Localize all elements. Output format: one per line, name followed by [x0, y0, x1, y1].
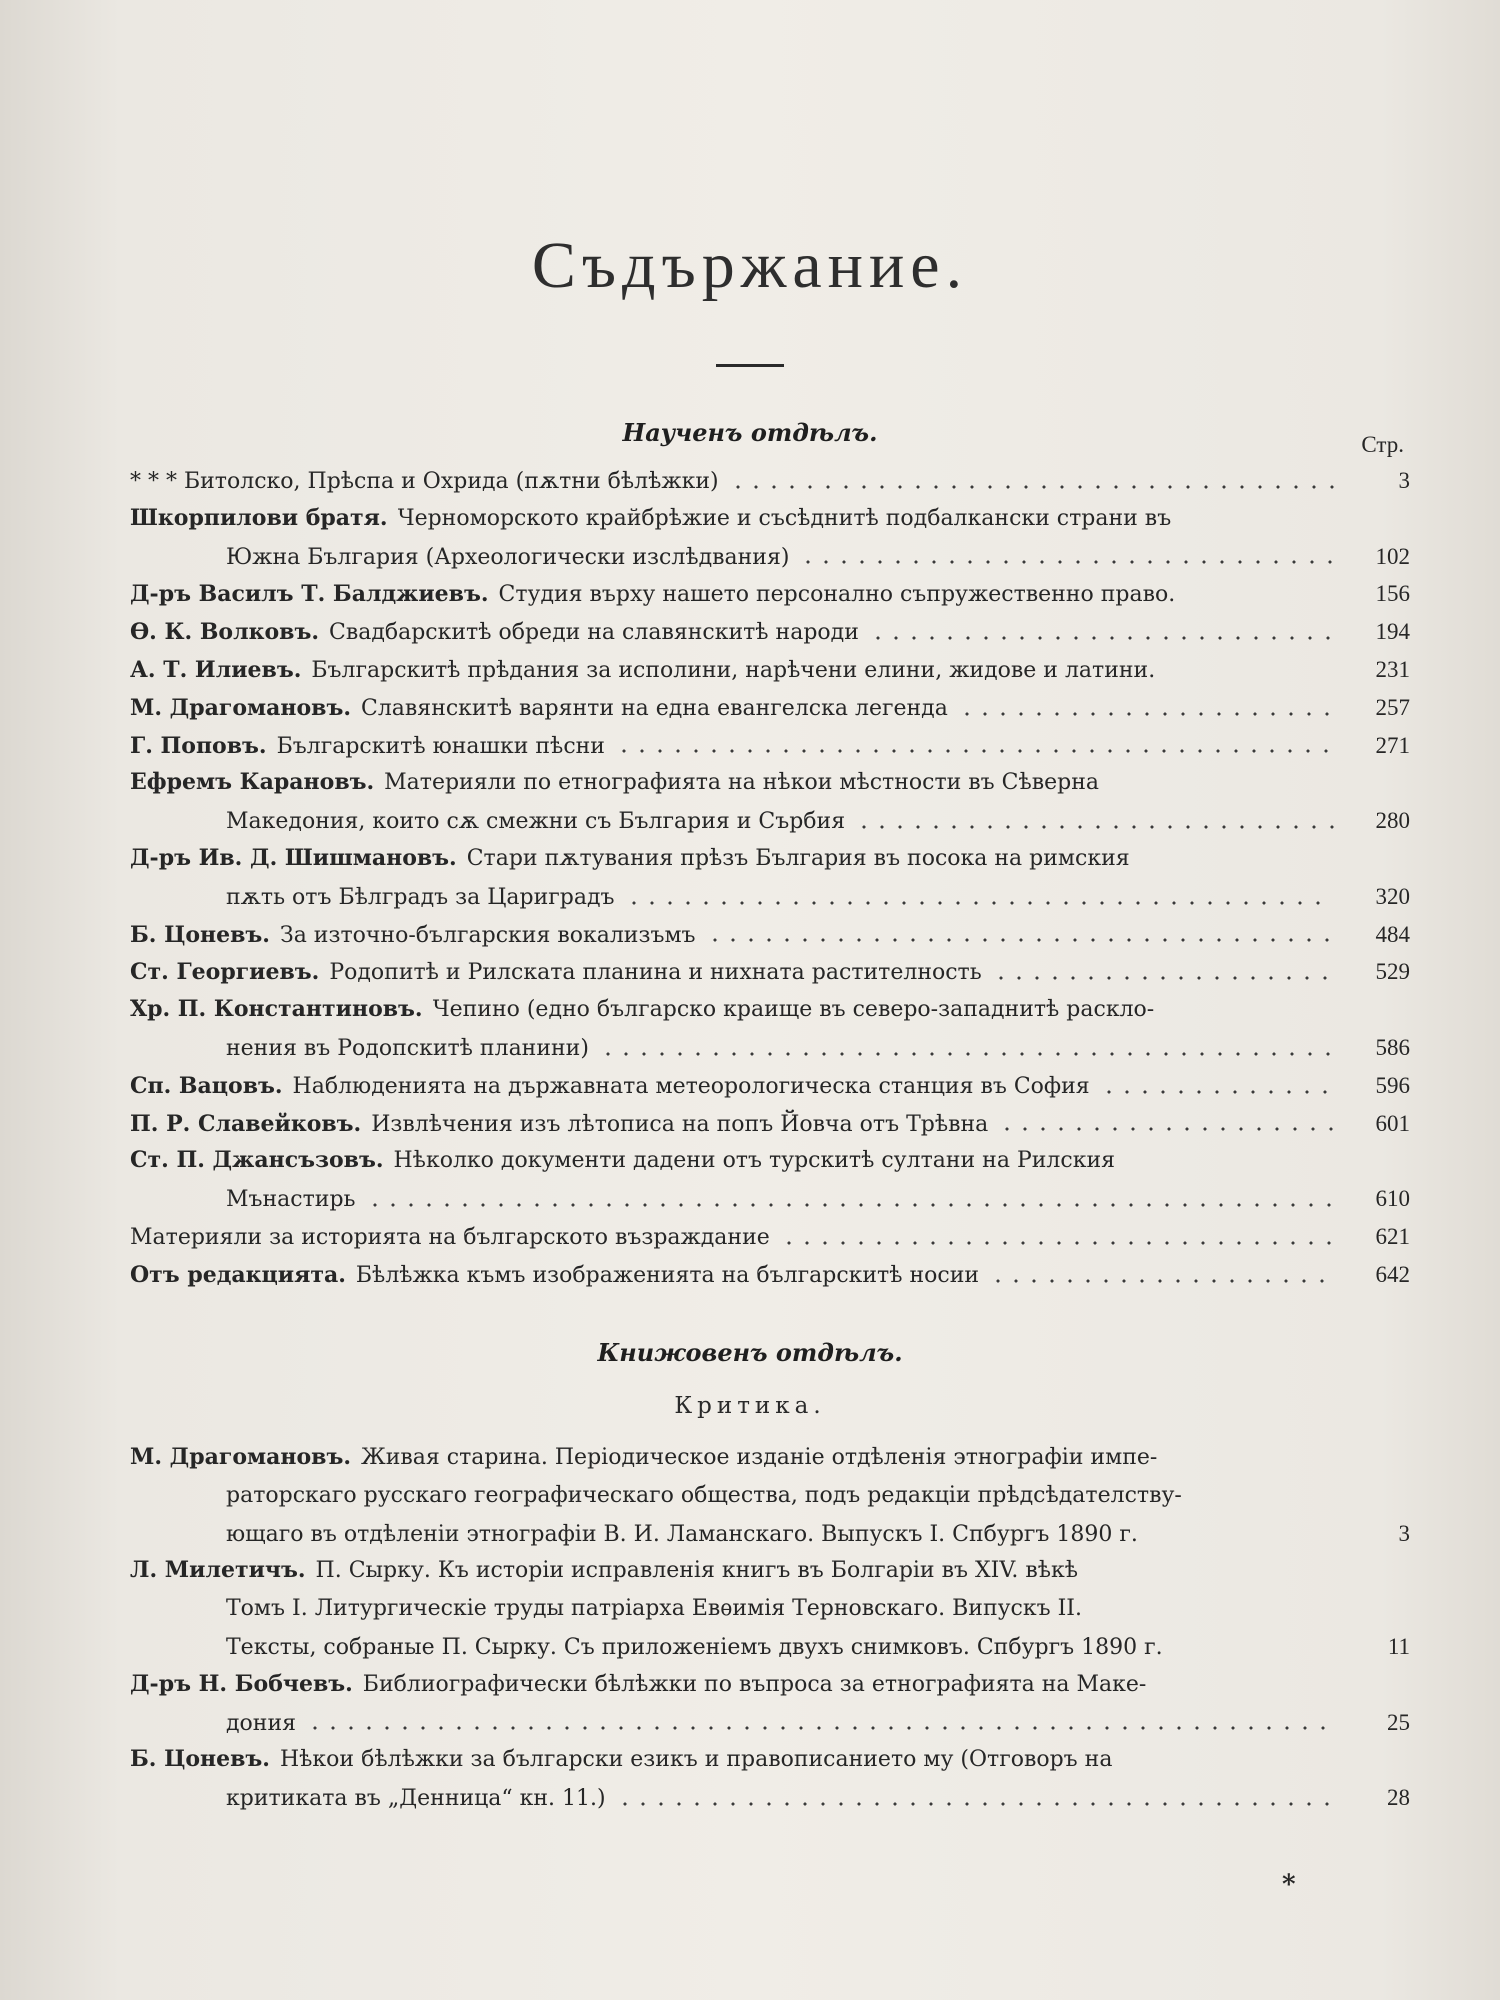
toc-entry-text: Българскитѣ прѣдания за исполини, нарѣчени елини, жидове и латини.	[311, 657, 1156, 683]
literary-section-heading: Книжовенъ отдѣлъ.	[597, 1338, 903, 1367]
literary-toc	[130, 1439, 1410, 1817]
toc-entry-text: Нѣколко документи дадени отъ турскитѣ султани на Рилския	[393, 1148, 1116, 1174]
toc-line	[130, 840, 1410, 878]
toc-line	[130, 1029, 1410, 1067]
toc-author: Ст. Георгиевъ.	[130, 959, 320, 986]
toc-line	[130, 991, 1410, 1029]
toc-line	[130, 538, 1410, 576]
toc-page-number: 231	[1375, 656, 1410, 682]
toc-author: М. Драгомановъ.	[130, 694, 351, 721]
toc-line	[130, 916, 1410, 954]
toc-author: Ефремъ Карановъ.	[130, 769, 375, 796]
toc-entry-text: Томъ I. Литургическіе труды патріарха Евѳимія Терновскаго. Випускъ II.	[226, 1596, 1082, 1622]
dot-leader	[706, 936, 1334, 944]
page-column-header: Стр.	[1361, 432, 1404, 457]
toc-page-number: 3	[1398, 468, 1410, 493]
toc-author: Б. Цоневъ.	[130, 1746, 270, 1773]
dot-leader	[1100, 1088, 1334, 1096]
toc-line	[130, 462, 1410, 500]
toc-line	[130, 1628, 1410, 1666]
dot-leader	[366, 1201, 1334, 1209]
toc-page-number: 3	[1398, 1520, 1410, 1546]
toc-line	[130, 1515, 1410, 1553]
toc-line	[130, 1666, 1410, 1704]
toc-line	[130, 1779, 1410, 1817]
toc-line	[130, 1439, 1410, 1477]
toc-page-number: 484	[1375, 921, 1410, 947]
toc-page-number: 280	[1375, 808, 1410, 834]
dot-leader	[625, 899, 1334, 907]
toc-line	[130, 1477, 1410, 1515]
toc-line	[130, 1704, 1410, 1742]
toc-line	[130, 500, 1410, 538]
toc-line	[130, 1590, 1410, 1628]
dot-leader	[998, 1125, 1334, 1133]
toc-entry-text: ющаго въ отдѣленіи этнографіи В. И. Ламанскаго. Выпускъ I. Спбургъ 1890 г.	[226, 1521, 1138, 1547]
toc-line	[130, 613, 1410, 651]
dot-leader	[615, 747, 1334, 755]
dot-leader	[989, 1277, 1334, 1285]
dot-leader	[992, 974, 1334, 982]
toc-author: Ѳ. К. Волковъ.	[130, 619, 319, 646]
toc-entry-text: нения въ Родопскитѣ планини)	[226, 1035, 589, 1061]
dot-leader	[799, 558, 1334, 566]
toc-page-number: 610	[1375, 1186, 1410, 1212]
toc-line	[130, 1105, 1410, 1143]
toc-page-number: 642	[1375, 1261, 1410, 1287]
toc-author: Хр. П. Константиновъ.	[130, 996, 423, 1023]
toc-line	[130, 1142, 1410, 1180]
dot-leader	[729, 483, 1334, 491]
toc-line	[130, 1741, 1410, 1779]
toc-page-number: 586	[1375, 1034, 1410, 1060]
toc-entry-text: Македония, които сѫ смежни съ България и Сърбия	[226, 809, 846, 835]
toc-entry-text: раторскаго русскаго географическаго общества, подъ редакціи прѣдсѣдателству-	[226, 1482, 1182, 1508]
toc-page-number: 28	[1387, 1785, 1410, 1811]
toc-entry-text: За източно-българския вокализъмъ	[279, 922, 696, 948]
toc-entry-text: Чепино (едно българско краище въ северо-западнитѣ раскло-	[432, 997, 1155, 1023]
scientific-section-heading: Наученъ отдѣлъ.	[622, 418, 878, 447]
toc-author: Б. Цоневъ.	[130, 921, 270, 948]
toc-page-number: 194	[1375, 619, 1410, 645]
toc-entry-text: Южна България (Археологически изслѣдвания)	[226, 544, 790, 570]
toc-line	[130, 1067, 1410, 1105]
toc-page-number: 102	[1375, 543, 1410, 569]
toc-entry-text: Библиографически бѣлѣжки по въпроса за етнографията на Маке-	[362, 1671, 1147, 1697]
toc-line	[130, 1218, 1410, 1256]
toc-page-number: 601	[1375, 1110, 1410, 1136]
title-rule	[716, 364, 784, 367]
toc-line	[130, 802, 1410, 840]
toc-author: П. Р. Славейковъ.	[130, 1110, 362, 1137]
toc-line	[130, 1552, 1410, 1590]
toc-author: Ст. П. Джансъзовъ.	[130, 1147, 384, 1174]
toc-entry-text: Живая старина. Періодическое изданіе отдѣленія этнографіи импе-	[361, 1445, 1158, 1470]
dot-leader	[780, 1239, 1334, 1247]
toc-page-number: 257	[1375, 694, 1410, 720]
toc-page-number: 271	[1375, 732, 1410, 758]
toc-line	[130, 764, 1410, 802]
toc-line	[130, 953, 1410, 991]
toc-line	[130, 1180, 1410, 1218]
toc-author: Д-ръ Ив. Д. Шишмановъ.	[130, 844, 457, 871]
critique-subheading: Критика.	[674, 1393, 826, 1419]
toc-entry-text: Българскитѣ юнашки пѣсни	[276, 733, 605, 759]
toc-page-number: 320	[1375, 883, 1410, 909]
dot-leader	[855, 823, 1334, 831]
toc-entry-text: Мънастирь	[226, 1187, 356, 1213]
toc-entry-text: Славянскитѣ варянти на една евангелска легенда	[361, 695, 948, 721]
toc-author: Л. Милетичъ.	[130, 1557, 306, 1584]
toc-entry-text: П. Сырку. Къ исторіи исправленія книгъ въ Болгаріи въ XIV. вѣкѣ	[315, 1558, 1079, 1584]
toc-entry-text: дония	[226, 1710, 296, 1736]
toc-author: Г. Поповъ.	[130, 732, 267, 759]
toc-entry-text: Черноморското крайбрѣжие и съсѣднитѣ подбалкански страни въ	[397, 505, 1172, 531]
toc-author: А. Т. Илиевъ.	[130, 656, 302, 683]
scientific-toc	[130, 462, 1410, 1294]
dot-leader	[616, 1800, 1334, 1808]
toc-author: Сп. Вацовъ.	[130, 1072, 283, 1099]
toc-entry-text: Наблюденията на държавната метеорологическа станция въ София	[292, 1073, 1090, 1099]
toc-entry-text: Извлѣчения изъ лѣтописа на попъ Йовча отъ Трѣвна	[371, 1111, 989, 1137]
toc-entry-text: Нѣкои бѣлѣжки за български езикъ и правописанието му (Отговоръ на	[279, 1747, 1113, 1773]
toc-line	[130, 878, 1410, 916]
toc-entry-text: Стари пѫтувания прѣзъ България въ посока на римския	[466, 845, 1130, 871]
toc-line	[130, 689, 1410, 727]
dot-leader	[869, 634, 1334, 642]
toc-entry-text: Материяли за историята на българското възраждание	[130, 1224, 770, 1250]
toc-author: Отъ редакцията.	[130, 1261, 346, 1288]
toc-entry-text: Материяли по етнографията на нѣкои мѣстности въ Сѣверна	[384, 770, 1100, 796]
toc-page-number: 529	[1375, 959, 1410, 985]
toc-line	[130, 575, 1410, 613]
toc-line	[130, 651, 1410, 689]
toc-entry-text: критиката въ „Денница“ кн. 11.)	[226, 1786, 606, 1812]
page-title: Съдържание.	[531, 229, 969, 302]
toc-page-number: 11	[1387, 1633, 1410, 1659]
toc-entry-text: пѫть отъ Бѣлградъ за Цариградъ	[226, 884, 615, 910]
toc-entry-text: Студия върху нашето персонално съпружественно право.	[498, 582, 1176, 608]
dot-leader	[958, 710, 1334, 718]
toc-entry-text: Тексты, собраные П. Сырку. Съ приложеніемъ двухъ снимковъ. Спбургъ 1890 г.	[226, 1634, 1163, 1660]
footer-asterisk: *	[1282, 1870, 1296, 1900]
dot-leader	[599, 1050, 1334, 1058]
toc-author: Д-ръ Василъ Т. Балджиевъ.	[130, 581, 489, 608]
toc-author: Шкорпилови братя.	[130, 504, 388, 531]
toc-page-number: 156	[1375, 581, 1410, 607]
toc-page-number: 621	[1375, 1223, 1410, 1249]
toc-entry-text: * * * Битолско, Прѣспа и Охрида (пѫтни бѣлѣжки)	[130, 469, 719, 494]
toc-page-number: 25	[1387, 1709, 1410, 1735]
toc-author: Д-ръ Н. Бобчевъ.	[130, 1670, 353, 1697]
toc-entry-text: Свадбарскитѣ обреди на славянскитѣ народи	[328, 620, 859, 646]
toc-page-number: 596	[1375, 1072, 1410, 1098]
toc-author: М. Драгомановъ.	[130, 1444, 351, 1470]
toc-line	[130, 1256, 1410, 1294]
dot-leader	[306, 1724, 1334, 1732]
toc-line	[130, 727, 1410, 765]
toc-entry-text: Родопитѣ и Рилската планина и нихната растителность	[329, 960, 982, 986]
toc-entry-text: Бѣлѣжка къмъ изображенията на българскитѣ носии	[355, 1262, 980, 1288]
